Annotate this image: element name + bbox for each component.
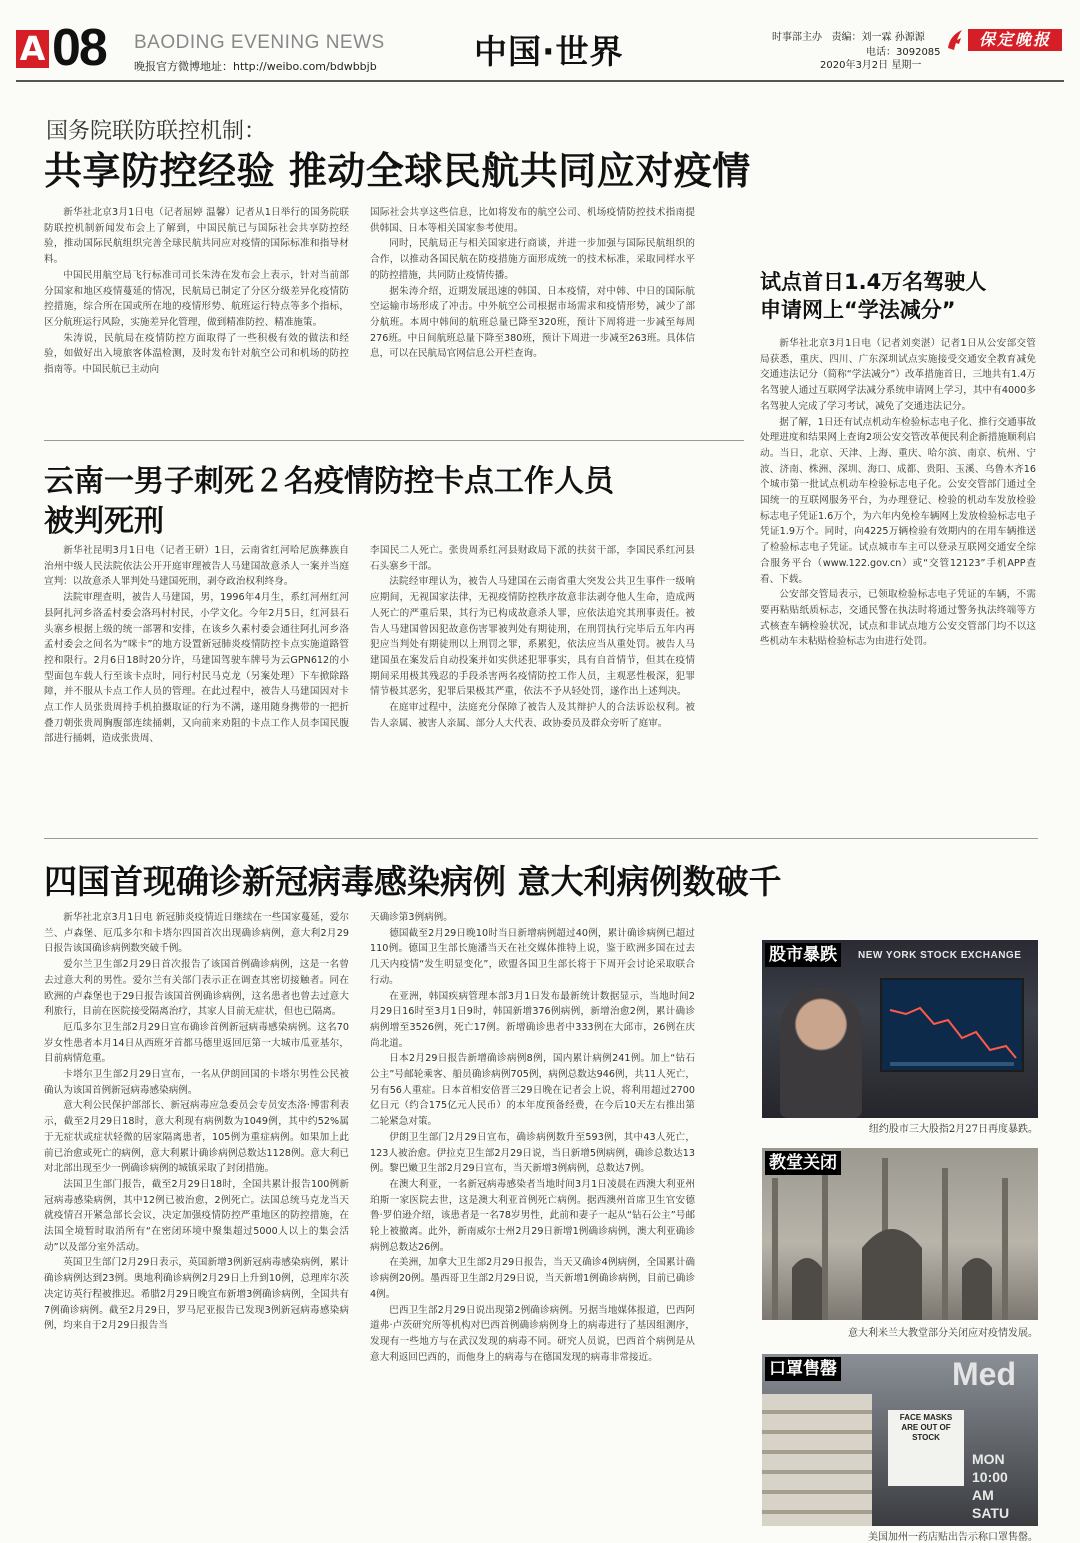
phone: 电话：3092085	[866, 47, 941, 58]
photo-caption: 纽约股市三大股指2月27日再度暴跌。	[868, 1124, 1038, 1135]
article1-col1	[44, 205, 349, 415]
article4-col1	[44, 910, 349, 1532]
paragraph: 中国民用航空局飞行标准司司长朱涛在发布会上表示，针对当前部分国家和地区疫情蔓延的情况，民航局已制定了分区分级差异化疫情防控措施，综合所在国或所在地的疫情形势、航班运行特点等多个指标，区分航班运行风险，实施差异化管理，做到精准防控、精准施策。	[44, 269, 349, 328]
paragraph: 在澳大利亚，一名新冠病毒感染者当地时间3月1日凌晨在西澳大利亚州珀斯一家医院去世，这是澳大利亚首例死亡病例。据西澳州首席卫生官安德鲁·罗伯逊介绍，该患者是一名78岁男性，此前和妻子一起从“钻石公主”号邮轮上被撤离。此外，新南威尔士州2月29日新增1例确诊病例，澳大利亚确诊病例总数达26例。	[370, 1178, 695, 1253]
paragraph: 据朱涛介绍，近期发展迅速的韩国、日本疫情，对中韩、中日的国际航空运输市场形成了冲击。中外航空公司根据市场需求和疫情形势，减少了部分航班。本周中韩间的航班总量已降至320班，预计下周将进一步减至每周276班。中日间航班总量下降至380班，预计下周进一步减至263班。具体信息，可以在民航局官网信息公开栏查询。	[370, 285, 695, 360]
paragraph: 在美洲，加拿大卫生部2月29日报告，当天又确诊4例病例，全国累计确诊病例20例。墨西哥卫生部2月29日说，当天新增1例确诊病例，目前已确诊4例。	[370, 1257, 695, 1300]
clock-text: MON 10:00 AM SATU	[972, 1451, 1010, 1521]
issue-date: 2020年3月2日 星期一	[820, 60, 922, 71]
photo-stock-exchange	[762, 940, 1038, 1118]
paragraph: 国际社会共享这些信息，比如将发布的航空公司、机场疫情防控技术指南提供韩国、日本等相关国家参考使用。	[370, 207, 695, 234]
photo-caption: 意大利米兰大教堂部分关闭应对疫情发展。	[848, 1328, 1038, 1339]
page-number: 08	[52, 19, 106, 77]
article2-headline-line2: 被判死刑	[44, 504, 164, 539]
logo-mark-icon	[944, 28, 966, 52]
paragraph: 新华社昆明3月1日电（记者王研）1日，云南省红河哈尼族彝族自治州中级人民法院依法公开开庭审理被告人马建国故意杀人一案并当庭宣判：以故意杀人罪判处马建国死刑，剥夺政治权利终身。	[44, 545, 349, 588]
article3-headline-line2: 申请网上“学法减分”	[760, 298, 956, 322]
editors: 责编：刘一霖 孙源源	[831, 32, 925, 43]
article4-col2	[370, 910, 695, 1532]
article2-bottom-rule	[44, 838, 1038, 839]
article1-headline: 共享防控经验 推动全球民航共同应对疫情	[44, 149, 751, 193]
article1-kicker: 国务院联防联控机制：	[46, 119, 267, 144]
page-letter-badge: A	[16, 30, 49, 68]
paragraph: 公安部交管局表示，已领取检验标志电子凭证的车辆，不需要再粘贴纸质标志，交通民警在执法时将通过警务执法终端等方式核查车辆检验状况，试点和非试点地方公安交管部门均不以这些机动车未粘贴检验标志为由进行处罚。	[760, 589, 1036, 648]
paragraph: 厄瓜多尔卫生部2月29日宣布确诊首例新冠病毒感染病例。这名70岁女性患者本月14日从西班牙首都马德里返回厄第一大城市瓜亚基尔，目前病情危重。	[44, 1021, 349, 1065]
paragraph: 卡塔尔卫生部2月29日宣布，一名从伊朗回国的卡塔尔男性公民被确认为该国首例新冠病毒感染病例。	[44, 1069, 349, 1096]
paragraph: 天确诊第3例病例。	[370, 912, 453, 923]
dept-name: 时事部主办	[772, 32, 822, 43]
paragraph: 朱涛说，民航局在疫情防控方面取得了一些积极有效的做法和经验，如做好出入境旅客体温检测，及时发布针对航空公司和机场的防控指南等。中国民航已主动向	[44, 332, 349, 376]
logo-wordmark: 保定晚报	[968, 29, 1062, 51]
stock-screen	[880, 978, 1024, 1072]
paragraph: 意大利公民保护部部长、新冠病毒应急委员会专员安杰洛·博雷利表示，截至2月29日18时，意大利现有病例数为1049例，其中约52%属于无症状或症状轻微的居家隔离患者，105例为重症病例。如果加上此前已治愈或死亡的病例，意大利累计确诊病例总数达1128例。意大利已对北部出现至少一例确诊病例的城镇采取了封闭措施。	[44, 1100, 349, 1175]
photo-tag: 教堂关闭	[765, 1151, 841, 1175]
masthead-rule	[16, 80, 1064, 82]
photo-pharmacy	[762, 1354, 1038, 1526]
photo-tag: 口罩售罄	[765, 1357, 841, 1381]
paragraph: 新华社北京3月1日电（记者刘奕湛）记者1日从公安部交管局获悉，重庆、四川、广东深圳试点实施接受交通安全教育减免交通违法记分（简称“学法减分”）改革措施首日，三地共有1.4万名驾驶人通过互联网学法减分系统申请网上学习，其中有4000多名驾驶人完成了学习考试，减免了交通违法记分。	[760, 338, 1036, 412]
paragraph: 新华社北京3月1日电 新冠肺炎疫情近日继续在一些国家蔓延，爱尔兰、卢森堡、厄瓜多尔和卡塔尔四国首次出现确诊病例，意大利2月29日报告该国确诊病例数突破千例。	[44, 912, 349, 955]
article2-col2	[370, 543, 695, 825]
paragraph: 新华社北京3月1日电（记者屈婷 温馨）记者从1日举行的国务院联防联控机制新闻发布会上了解到，中国民航已与国际社会共享防控经验，推动国际民航组织完善全球民航共同应对疫情的国际标准和指导材料。	[44, 207, 349, 266]
paragraph: 英国卫生部门2月29日表示，英国新增3例新冠病毒感染病例，累计确诊病例达到23例。奥地利确诊病例2月29日上升到10例，总理库尔茨决定访英行程被推迟。希腊2月29日晚宣布新增3例确诊病例，全国共有7例确诊病例。截至2月29日，罗马尼亚报告已发现3例新冠病毒感染病例，均来自于2月29日报告当	[44, 1257, 349, 1332]
notice-sign: FACE MASKS ARE OUT OF STOCK	[888, 1410, 964, 1486]
paragraph: 爱尔兰卫生部2月29日首次报告了该国首例确诊病例，这是一名曾去过意大利的男性。爱尔兰有关部门表示正在调查其密切接触者。同在欧洲的卢森堡也于29日报告该国首例确诊病例，这名患者也曾去过意大利旅行，目前在医院接受隔离治疗，其家人目前无症状，但也已隔离。	[44, 959, 349, 1018]
paragraph: 法国卫生部门报告，截至2月29日18时，全国共累计报告100例新冠病毒感染病例，其中12例已被治愈，2例死亡。法国总统马克龙当天就疫情召开紧急部长会议，决定加强疫情防控严重地区的防控措施，在法国全境暂时取消所有“在密闭环境中聚集超过5000人以上的集会活动”以及部分室外活动。	[44, 1178, 349, 1253]
photo-caption: 美国加州一药店贴出告示称口罩售罄。	[868, 1532, 1038, 1543]
store-sign: Med	[952, 1356, 1016, 1392]
article1-col2	[370, 205, 695, 415]
article3-headline-line1: 试点首日1.4万名驾驶人	[760, 270, 987, 294]
photo-tag: 股市暴跌	[765, 943, 841, 967]
paragraph: 法院审理查明，被告人马建国，男，1996年4月生，系红河州红河县阿扎河乡洛孟村委会洛玛村村民，小学文化。今年2月5日，红河县石头寨乡根据上级的统一部署和安排，在该乡久素村委会通往阿扎河乡洛孟村委会之间名为“咪卡”的地方设置新冠肺炎疫情防控卡点实施道路管控和限行。2月6日18时20分许，马建国驾驶车牌号为云GPN612的小型面包车载人行至该卡点时，同行村民马克龙（另案处理）下车掀除路障，并不服从卡点工作人员的管理。在此过程中，被告人马建国因对卡点工作人员张贵周持手机拍摄取证的行为不满，遂用随身携带的一把折叠刀朝张贵周胸腹部连续捅刺，又向前来劝阻的卡点工作人员李国民腹部进行捅刺，造成张贵周、	[44, 592, 349, 745]
paragraph: 法院经审理认为，被告人马建国在云南省重大突发公共卫生事件一级响应期间，无视国家法律，无视疫情防控秩序故意非法剥夺他人生命，造成两人死亡的严重后果，其行为已构成故意杀人罪，应依法追究其刑事责任。被告人马建国曾因犯故意伤害罪被判处有期徒刑，在刑罚执行完毕后五年内再犯应当判处有期徒刑以上刑罚之罪，系累犯，依法应当从重处罚。被告人马建国虽在案发后自动投案并如实供述犯罪事实，具有自首情节，但其在疫情期间采用极其残忍的手段杀害两名疫情防控工作人员，主观恶性极深，犯罪情节极其恶劣，犯罪后果极其严重，依法不予从轻处罚，遂作出上述判决。	[370, 576, 695, 698]
weibo-address: 晚报官方微博地址：http://weibo.com/bdwbbjb	[134, 60, 377, 73]
trader-figure	[780, 988, 862, 1118]
article2-col1	[44, 543, 349, 825]
paragraph: 在庭审过程中，法庭充分保障了被告人及其辩护人的合法诉讼权利。被告人亲属、被害人亲属、部分人大代表、政协委员及群众旁听了庭审。	[370, 702, 695, 729]
article1-bottom-rule	[44, 440, 744, 441]
shelf	[762, 1394, 872, 1526]
paragraph: 巴西卫生部2月29日说出现第2例确诊病例。另据当地媒体报道，巴西阿道弗·卢茨研究所等机构对巴西首例确诊病例身上的病毒进行了基因组测序，发现有一些地方与在武汉发现的病毒不同。研究人员说，巴西首个病例是从意大利返回巴西的，而他身上的病毒与在德国发现的病毒非常接近。	[370, 1304, 695, 1363]
article3-body	[760, 336, 1036, 824]
article2-headline-line1: 云南一男子刺死２名疫情防控卡点工作人员	[44, 464, 614, 499]
paragraph: 德国截至2月29日晚10时当日新增病例超过40例，累计确诊病例已超过110例。德国卫生部长施潘当天在社交媒体推特上说，鉴于欧洲多国在过去几天内疫情“发生明显变化”，欧盟各国卫生部长将于下周开会讨论采取联合行动。	[370, 927, 695, 986]
newspaper-logo	[944, 28, 1064, 52]
paragraph: 日本2月29日报告新增确诊病例8例，国内累计病例241例。加上“钻石公主”号邮轮乘客、船员确诊病例705例，病例总数达946例，共11人死亡，另有56人重症。日本首相安倍晋三29日晚在记者会上说，将利用超过2700亿日元（约合175亿元人民币）的本年度预备经费，在今后10天左右推出第二轮紧急对策。	[370, 1053, 695, 1128]
dept-line	[772, 28, 925, 43]
stock-chart-icon	[882, 980, 1022, 1070]
photo-sign: NEW YORK STOCK EXCHANGE	[858, 950, 1022, 961]
paragraph: 李国民二人死亡。张贵周系红河县财政局下派的扶贫干部，李国民系红河县石头寨乡干部。	[370, 545, 695, 572]
english-masthead: BAODING EVENING NEWS	[134, 32, 385, 53]
article4-headline: 四国首现确诊新冠病毒感染病例 意大利病例数破千	[44, 862, 782, 901]
photo-cathedral	[762, 1148, 1038, 1320]
paragraph: 同时，民航局正与相关国家进行商谈，并进一步加强与国际民航组织的合作，以推动各国民航在防疫措施方面形成统一的技术标准，采取同样水平的防控措施，共同防止疫情传播。	[370, 238, 695, 281]
paragraph: 据了解，1日还有试点机动车检验标志电子化、推行交通事故处理进度和结果网上查询2项公安交管改革便民利企新措施顺利启动。当日，北京、天津、上海、重庆、哈尔滨、南京、杭州、宁波、济南、株洲、深圳、海口、成都、贵阳、玉溪、乌鲁木齐16个城市第一批试点机动车检验标志电子化。公安交管部门通过全国统一的互联网服务平台，为办理登记、检验的机动车发放检验标志电子凭证1.6万个，为六年内免检车辆网上发放检验标志电子凭证1.9万个。同时，向4225万辆检验有效期内的在用车辆推送了检验标志电子凭证。试点城市车主可以登录互联网交通安全综合服务平台（www.122.gov.cn）或“交管12123”手机APP查看、下载。	[760, 416, 1036, 585]
paragraph: 伊朗卫生部门2月29日宣布，确诊病例数升至593例，其中43人死亡，123人被治愈。伊拉克卫生部2月29日说，当日新增5例病例，确诊总数达13例。黎巴嫩卫生部2月29日宣布，当天新增3例病例，总数达7例。	[370, 1131, 695, 1175]
section-title: 中国·世界	[474, 32, 624, 71]
paragraph: 在亚洲，韩国疾病管理本部3月1日发布最新统计数据显示，当地时间2月29日16时至3月1日9时，韩国新增376例病例，新增治愈2例，累计确诊病例增至3526例，死亡17例。新增确诊患者中333例在大邱市，26例在庆尚北道。	[370, 990, 695, 1049]
